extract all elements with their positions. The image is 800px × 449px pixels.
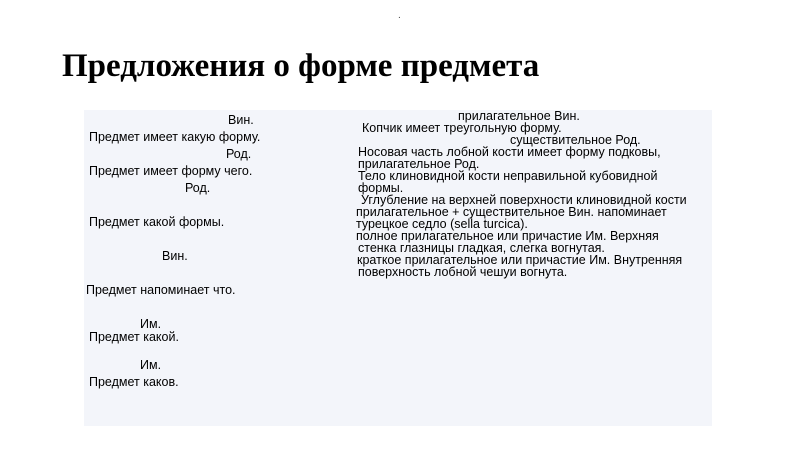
sentence-pattern: Предмет напоминает что.	[86, 283, 236, 297]
example-line: формы.	[358, 181, 404, 195]
example-line: прилагательное + существительное Вин. напоминает	[356, 205, 667, 219]
sentence-pattern: Предмет какой формы.	[89, 215, 225, 229]
slide-dot: .	[398, 10, 401, 21]
example-line: поверхность лобной чешуи вогнута.	[358, 265, 568, 279]
case-label-im: Им.	[140, 358, 162, 372]
case-label-rod: Род.	[226, 147, 252, 161]
example-line: турецкое седло (sella turcica).	[356, 217, 528, 231]
sentence-pattern: Предмет имеет какую форму.	[89, 130, 261, 144]
case-label-rod: Род.	[185, 181, 211, 195]
case-label-im: Им.	[140, 317, 162, 331]
example-line: существительное Род.	[510, 133, 641, 147]
sentence-pattern: Предмет имеет форму чего.	[89, 164, 253, 178]
sentence-pattern: Предмет какой.	[89, 330, 179, 344]
example-line: Копчик имеет треугольную форму.	[362, 121, 562, 135]
example-line: Носовая часть лобной кости имеет форму подковы,	[358, 145, 661, 159]
example-line: стенка глазницы гладкая, слегка вогнутая.	[358, 241, 605, 255]
example-line: Тело клиновидной кости неправильной кубовидной	[358, 169, 658, 183]
page-title: Предложения о форме предмета	[62, 48, 540, 84]
example-line: прилагательное Род.	[358, 157, 480, 171]
example-line: краткое прилагательное или причастие Им. Внутренняя	[357, 253, 683, 267]
example-line: прилагательное Вин.	[458, 109, 580, 123]
example-line: полное прилагательное или причастие Им. Верхняя	[356, 229, 659, 243]
example-line: Углубление на верхней поверхности клиновидной кости	[361, 193, 687, 207]
sentence-pattern: Предмет каков.	[89, 375, 179, 389]
case-label-vin: Вин.	[162, 249, 188, 263]
case-label-vin: Вин.	[228, 113, 254, 127]
